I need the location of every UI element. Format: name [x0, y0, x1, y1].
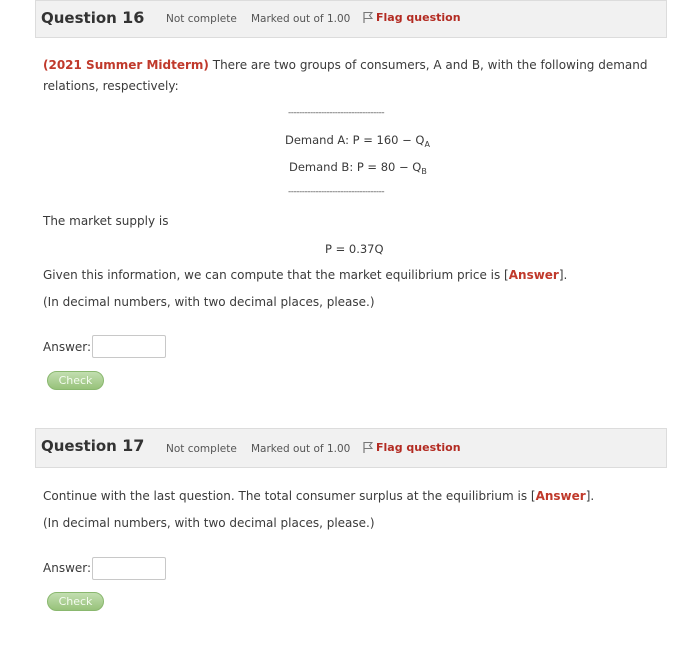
question-number: 16	[122, 8, 145, 27]
question-title-prefix: Question	[41, 437, 117, 455]
prompt-close: ].	[558, 268, 568, 282]
question-17-title	[41, 436, 144, 455]
question-17-header	[35, 428, 667, 468]
question-16-note: (In decimal numbers, with two decimal places, please.)	[43, 295, 375, 309]
question-16-prompt	[43, 265, 663, 286]
question-16-title	[41, 8, 144, 27]
question-17-status: Not complete	[166, 443, 237, 455]
flag-question-17-label: Flag question	[376, 441, 461, 454]
question-17-marks: Marked out of 1.00	[251, 443, 351, 455]
question-number: 17	[122, 436, 145, 455]
answer-label: Answer:	[43, 340, 92, 354]
question-16-answer-input[interactable]	[92, 335, 166, 358]
prompt-close: ].	[585, 489, 595, 503]
prompt-text: Continue with the last question. The total consumer surplus at the equilibrium is [	[43, 489, 536, 503]
flag-question-16-label: Flag question	[376, 11, 461, 24]
answer-label: Answer:	[43, 561, 92, 575]
question-16-intro	[43, 55, 653, 97]
demand-a-text: Demand A: P = 160 − Q	[285, 133, 425, 147]
question-17-prompt	[43, 486, 663, 507]
supply-equation: P = 0.37Q	[325, 242, 384, 256]
demand-b-subscript: B	[421, 167, 427, 176]
demand-a-subscript: A	[424, 140, 430, 149]
flag-question-17-button[interactable]	[362, 441, 461, 457]
demand-b-equation	[289, 160, 427, 176]
question-16-marks: Marked out of 1.00	[251, 13, 351, 25]
divider-top: -----------------------------------	[288, 108, 385, 118]
question-16-status: Not complete	[166, 13, 237, 25]
question-intro-text: There are two groups of consumers, A and B, with the following demand relations, respectively:	[43, 58, 648, 93]
demand-a-equation	[285, 133, 430, 149]
flag-icon	[362, 441, 374, 457]
answer-token: Answer	[508, 268, 559, 282]
divider-bottom: -----------------------------------	[288, 187, 385, 197]
demand-b-text: Demand B: P = 80 − Q	[289, 160, 422, 174]
question-source: (2021 Summer Midterm)	[43, 58, 209, 72]
question-17-check-button[interactable]: Check	[47, 592, 104, 611]
question-17-answer-input[interactable]	[92, 557, 166, 580]
flag-icon	[362, 11, 374, 27]
question-title-prefix: Question	[41, 9, 117, 27]
question-17-note: (In decimal numbers, with two decimal places, please.)	[43, 516, 375, 530]
question-16-check-button[interactable]: Check	[47, 371, 104, 390]
answer-token: Answer	[535, 489, 586, 503]
question-16-header	[35, 0, 667, 38]
supply-intro: The market supply is	[43, 214, 169, 228]
prompt-text: Given this information, we can compute that the market equilibrium price is [	[43, 268, 509, 282]
flag-question-16-button[interactable]	[362, 11, 461, 27]
